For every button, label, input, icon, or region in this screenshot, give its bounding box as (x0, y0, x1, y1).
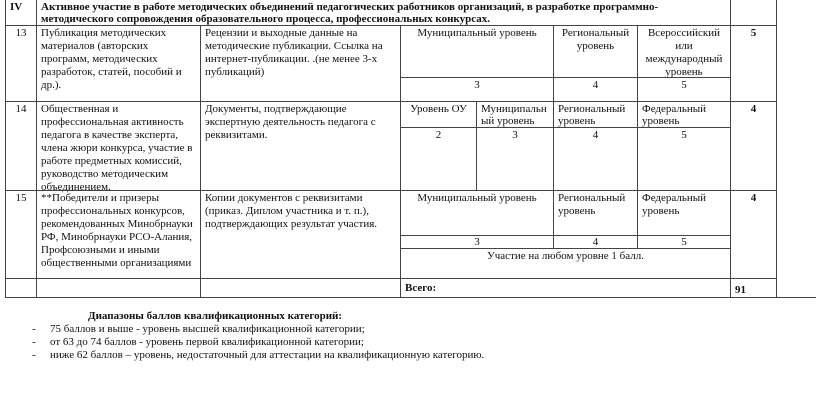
max-score: 4 (730, 190, 777, 279)
level-cell: Федеральный уровень (637, 190, 731, 236)
list-item-text: 75 баллов и выше - уровень высшей квалификационной категории; (50, 323, 365, 335)
points-cell: 2 (400, 127, 477, 191)
criterion-cell: Общественная и профессиональная активность педагога в качестве эксперта, члена жюри конкурса, участие в работе предметных комиссий, руководство методическим объединением. (36, 101, 201, 191)
points-cell: 5 (637, 127, 731, 191)
level-cell: Муниципальный уровень (476, 101, 554, 128)
level-cell: Региональный уровень (553, 101, 638, 128)
level-cell: Уровень ОУ (400, 101, 477, 128)
list-item-text: ниже 62 баллов – уровень, недостаточный для аттестации на квалификационную категорию. (50, 349, 485, 361)
legend-title: Диапазоны баллов квалификационных категорий: (88, 310, 343, 322)
list-item-text: от 63 до 74 баллов - уровень первой квалификационной категории; (50, 336, 364, 348)
points-cell: 3 (400, 77, 554, 102)
total-value: 91 (730, 278, 777, 298)
score-cell (730, 0, 777, 26)
level-cell: Муниципальный уровень (400, 25, 554, 78)
documents-cell: Документы, подтверждающие экспертную деятельность педагога с реквизитами. (200, 101, 401, 191)
points-cell: 4 (553, 127, 638, 191)
participation-note: Участие на любом уровне 1 балл. (400, 248, 731, 279)
points-cell: 5 (637, 77, 731, 102)
level-cell: Региональный уровень (553, 190, 638, 236)
points-cell: 4 (553, 235, 638, 249)
level-cell: Региональный уровень (553, 25, 638, 78)
empty-cell (200, 278, 401, 298)
max-score: 5 (730, 25, 777, 102)
row-number: 13 (5, 25, 37, 102)
points-cell: 3 (476, 127, 554, 191)
points-cell: 3 (400, 235, 554, 249)
section-title: Активное участие в работе методических объединений педагогических работников организаций, в разработке программно-методического сопровождения образовательного процесса, профессиональных конкурсах. (36, 0, 731, 26)
list-item: - ниже 62 баллов – уровень, недостаточный для аттестации на квалификационную категорию. (32, 349, 485, 361)
points-cell: 4 (553, 77, 638, 102)
level-cell: Федеральный уровень (637, 101, 731, 128)
empty-cell (5, 278, 37, 298)
row-number: 15 (5, 190, 37, 279)
extra-column (776, 0, 816, 298)
level-cell: Всероссийский или международный уровень (637, 25, 731, 78)
level-cell: Муниципальный уровень (400, 190, 554, 236)
max-score: 4 (730, 101, 777, 191)
criterion-cell: Публикация методических материалов (авторских программ, методических разработок, статей, пособий и др.). (36, 25, 201, 102)
points-cell: 5 (637, 235, 731, 249)
total-label: Всего: (400, 278, 731, 298)
list-item: - от 63 до 74 баллов - уровень первой квалификационной категории; (32, 336, 364, 348)
list-item: - 75 баллов и выше - уровень высшей квалификационной категории; (32, 323, 365, 335)
row-number: 14 (5, 101, 37, 191)
empty-cell (36, 278, 201, 298)
section-number: IV (5, 0, 37, 26)
criterion-cell: **Победители и призеры профессиональных конкурсов, рекомендованных Минобрнауки РФ, Минобрнауки РСО-Алания, Профсоюзными и иными общественными организациями (36, 190, 201, 279)
documents-cell: Рецензии и выходные данные на методические публикации. Ссылка на интернет-публикации. .(не менее 3-х публикаций) (200, 25, 401, 102)
documents-cell: Копии документов с реквизитами (приказ. Диплом участника и т. п.), подтверждающих результат участия. (200, 190, 401, 279)
